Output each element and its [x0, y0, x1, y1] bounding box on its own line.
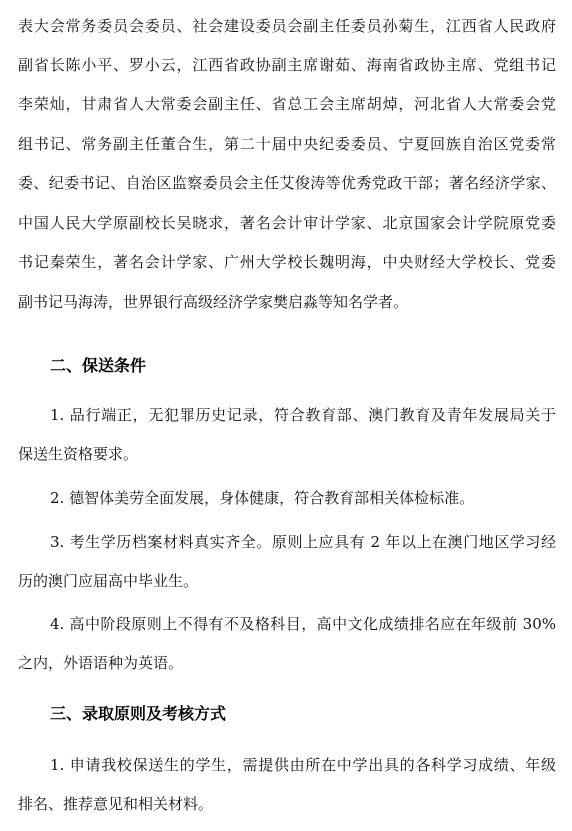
section-heading-admission-conditions: 二、保送条件 — [50, 356, 147, 375]
paragraph-line: 4. 高中阶段原则上不得有不及格科目，高中文化成绩排名应在年级前 30% — [50, 615, 556, 633]
paragraph-line: 副书记马海涛，世界银行高级经济学家樊启淼等知名学者。 — [18, 293, 409, 311]
paragraph-line: 1. 申请我校保送生的学生，需提供由所在中学出具的各科学习成绩、年级 — [50, 756, 556, 774]
paragraph-line: 副省长陈小平、罗小云，江西省政协副主席谢茹、海南省政协主席、党组书记 — [18, 56, 556, 74]
paragraph-line: 中国人民大学原副校长吴晓求，著名会计审计学家、北京国家会计学院原党委 — [18, 214, 556, 232]
paragraph-line: 3. 考生学历档案材料真实齐全。原则上应具有 2 年以上在澳门地区学习经 — [50, 533, 556, 551]
paragraph-line: 李荣灿，甘肃省人大常委会副主任、省总工会主席胡焯，河北省人大常委会党 — [18, 95, 556, 113]
paragraph-line: 排名、推荐意见和相关材料。 — [18, 795, 214, 813]
paragraph-line: 1. 品行端正，无犯罪历史记录，符合教育部、澳门教育及青年发展局关于 — [50, 406, 556, 424]
paragraph-line: 保送生资格要求。 — [18, 445, 139, 463]
paragraph-line: 组书记、常务副主任董合生，第二十届中央纪委委员、宁夏回族自治区党委常 — [18, 135, 556, 153]
paragraph-line: 委、纪委书记、自治区监察委员会主任艾俊涛等优秀党政干部；著名经济学家、 — [18, 174, 556, 192]
paragraph-line: 之内，外语语种为英语。 — [18, 654, 184, 672]
paragraph-line: 书记秦荣生，著名会计学家、广州大学校长魏明海，中央财经大学校长、党委 — [18, 253, 556, 271]
paragraph-line: 表大会常务委员会委员、社会建设委员会副主任委员孙菊生，江西省人民政府 — [18, 17, 556, 35]
paragraph-line: 历的澳门应届高中毕业生。 — [18, 572, 199, 590]
section-heading-admission-principles: 三、录取原则及考核方式 — [50, 704, 227, 723]
paragraph-line: 2. 德智体美劳全面发展，身体健康，符合教育部相关体检标准。 — [50, 489, 475, 507]
